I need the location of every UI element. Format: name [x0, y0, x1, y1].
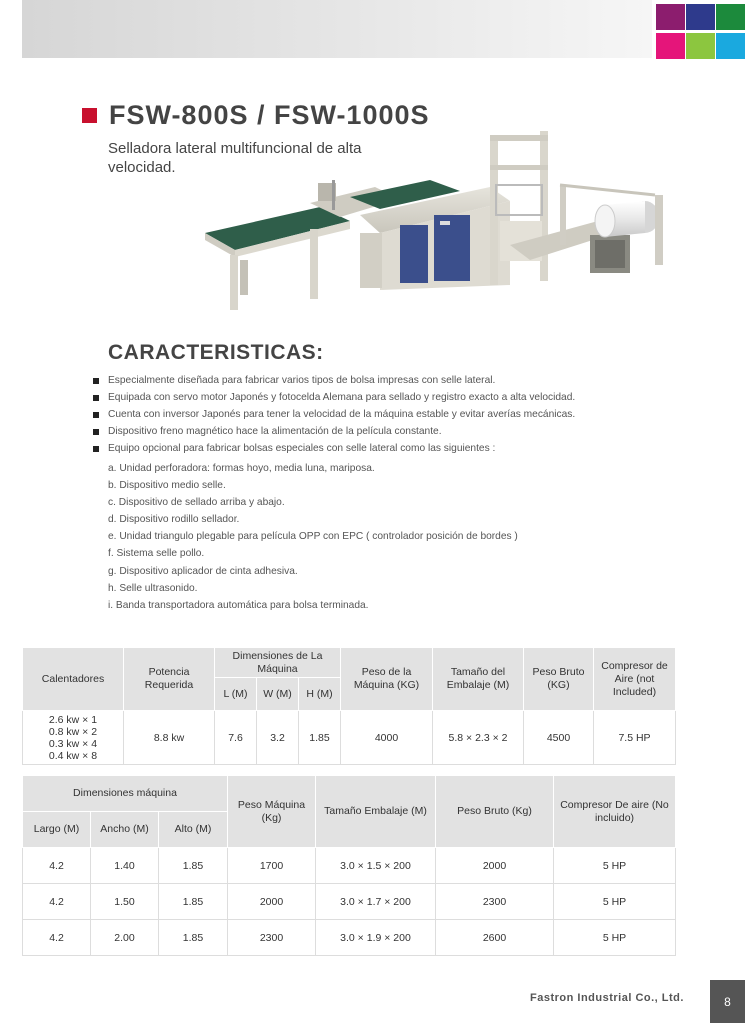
cell-ancho: 2.00: [91, 920, 159, 956]
machine-illustration: [200, 125, 680, 355]
col-header-l: L (M): [215, 678, 257, 711]
option-list: [108, 460, 518, 614]
section-heading: CARACTERISTICAS:: [108, 341, 324, 364]
col-header-alto: Alto (M): [159, 812, 228, 848]
list-item: g. Dispositivo aplicador de cinta adhesiva.: [108, 565, 298, 577]
cell-peso-bruto: 4500: [524, 711, 594, 765]
cell-alto: 1.85: [159, 884, 228, 920]
col-header-potencia: Potencia Requerida: [124, 648, 215, 711]
cell-tamano: 3.0 × 1.5 × 200: [316, 848, 436, 884]
col-header-w: W (M): [257, 678, 299, 711]
spec-table-1: [22, 647, 676, 765]
col-header-dimensiones: Dimensiones máquina: [23, 776, 228, 812]
col-header-compresor: Compresor de Aire (not Included): [594, 648, 676, 711]
cell-largo: 4.2: [23, 920, 91, 956]
col-header-tamano: Tamaño Embalaje (M): [316, 776, 436, 848]
bullet-icon: [93, 378, 99, 384]
list-item: Equipada con servo motor Japonés y fotocelda Alemana para sellado y registro exacto a alta velocidad.: [93, 389, 575, 406]
cell-compresor: 7.5 HP: [594, 711, 676, 765]
cell-peso: 1700: [228, 848, 316, 884]
col-header-tamano: Tamaño del Embalaje (M): [433, 648, 524, 711]
col-header-compresor: Compresor De aire (No incluido): [554, 776, 676, 848]
cell-w: 3.2: [257, 711, 299, 765]
bullet-icon: [93, 395, 99, 401]
cell-tamano: 3.0 × 1.7 × 200: [316, 884, 436, 920]
list-item: Dispositivo freno magnético hace la alimentación de la película constante.: [93, 423, 575, 440]
cell-peso: 2300: [228, 920, 316, 956]
color-square-2: [686, 4, 715, 30]
color-square-4: [656, 33, 685, 59]
list-item: b. Dispositivo medio selle.: [108, 480, 226, 492]
cell-calentadores: 2.6 kw × 1 0.8 kw × 2 0.3 kw × 4 0.4 kw × 8: [23, 711, 124, 765]
col-header-peso-bruto: Peso Bruto (KG): [524, 648, 594, 711]
col-header-ancho: Ancho (M): [91, 812, 159, 848]
cell-largo: 4.2: [23, 848, 91, 884]
list-item: h. Selle ultrasonido.: [108, 582, 198, 594]
list-item: e. Unidad triangulo plegable para película OPP con EPC ( controlador posición de bordes ): [108, 531, 518, 543]
cell-potencia: 8.8 kw: [124, 711, 215, 765]
page-number: 8: [710, 980, 745, 1023]
cell-peso: 2000: [228, 884, 316, 920]
table-row: [23, 848, 676, 884]
list-item: a. Unidad perforadora: formas hoyo, media luna, mariposa.: [108, 463, 375, 474]
col-header-largo: Largo (M): [23, 812, 91, 848]
col-header-calentadores: Calentadores: [23, 648, 124, 711]
cell-alto: 1.85: [159, 920, 228, 956]
color-square-3: [716, 4, 745, 30]
bullet-icon: [93, 412, 99, 418]
col-header-peso-bruto: Peso Bruto (Kg): [436, 776, 554, 848]
list-item: c. Dispositivo de sellado arriba y abajo.: [108, 497, 285, 509]
cell-peso: 4000: [341, 711, 433, 765]
col-header-peso: Peso de la Máquina (KG): [341, 648, 433, 711]
list-item: f. Sistema selle pollo.: [108, 548, 205, 560]
col-header-peso: Peso Máquina (Kg): [228, 776, 316, 848]
cell-compresor: 5 HP: [554, 848, 676, 884]
bullet-icon: [93, 446, 99, 452]
feature-list: [93, 372, 575, 457]
cell-ancho: 1.50: [91, 884, 159, 920]
list-item: Especialmente diseñada para fabricar varios tipos de bolsa impresas con selle lateral.: [93, 372, 575, 389]
company-name: Fastron Industrial Co., Ltd.: [530, 992, 684, 1004]
list-item: Equipo opcional para fabricar bolsas especiales con selle lateral como las siguientes :: [93, 440, 575, 457]
table-row: [23, 711, 676, 765]
table-row: [23, 884, 676, 920]
color-square-5: [686, 33, 715, 59]
cell-tamano: 3.0 × 1.9 × 200: [316, 920, 436, 956]
cell-peso-bruto: 2000: [436, 848, 554, 884]
page-subtitle: Selladora lateral multifuncional de alta velocidad.: [108, 140, 362, 176]
cell-tamano: 5.8 × 2.3 × 2: [433, 711, 524, 765]
table-row: [23, 920, 676, 956]
cell-peso-bruto: 2600: [436, 920, 554, 956]
list-item: i. Banda transportadora automática para bolsa terminada.: [108, 599, 369, 611]
list-item: d. Dispositivo rodillo sellador.: [108, 514, 240, 526]
col-header-dimensiones: Dimensiones de La Máquina: [215, 648, 341, 678]
cell-ancho: 1.40: [91, 848, 159, 884]
cell-h: 1.85: [299, 711, 341, 765]
col-header-h: H (M): [299, 678, 341, 711]
color-square-6: [716, 33, 745, 59]
page-title: FSW-800S / FSW-1000S: [109, 100, 430, 130]
color-square-1: [656, 4, 685, 30]
list-item: Cuenta con inversor Japonés para tener la velocidad de la máquina estable y evitar averías mecánicas.: [93, 406, 575, 423]
cell-alto: 1.85: [159, 848, 228, 884]
cell-peso-bruto: 2300: [436, 884, 554, 920]
header-band: [22, 0, 652, 58]
cell-compresor: 5 HP: [554, 884, 676, 920]
title-marker: [82, 108, 97, 123]
bullet-icon: [93, 429, 99, 435]
cell-l: 7.6: [215, 711, 257, 765]
cell-compresor: 5 HP: [554, 920, 676, 956]
cell-largo: 4.2: [23, 884, 91, 920]
spec-table-2: [22, 775, 676, 956]
